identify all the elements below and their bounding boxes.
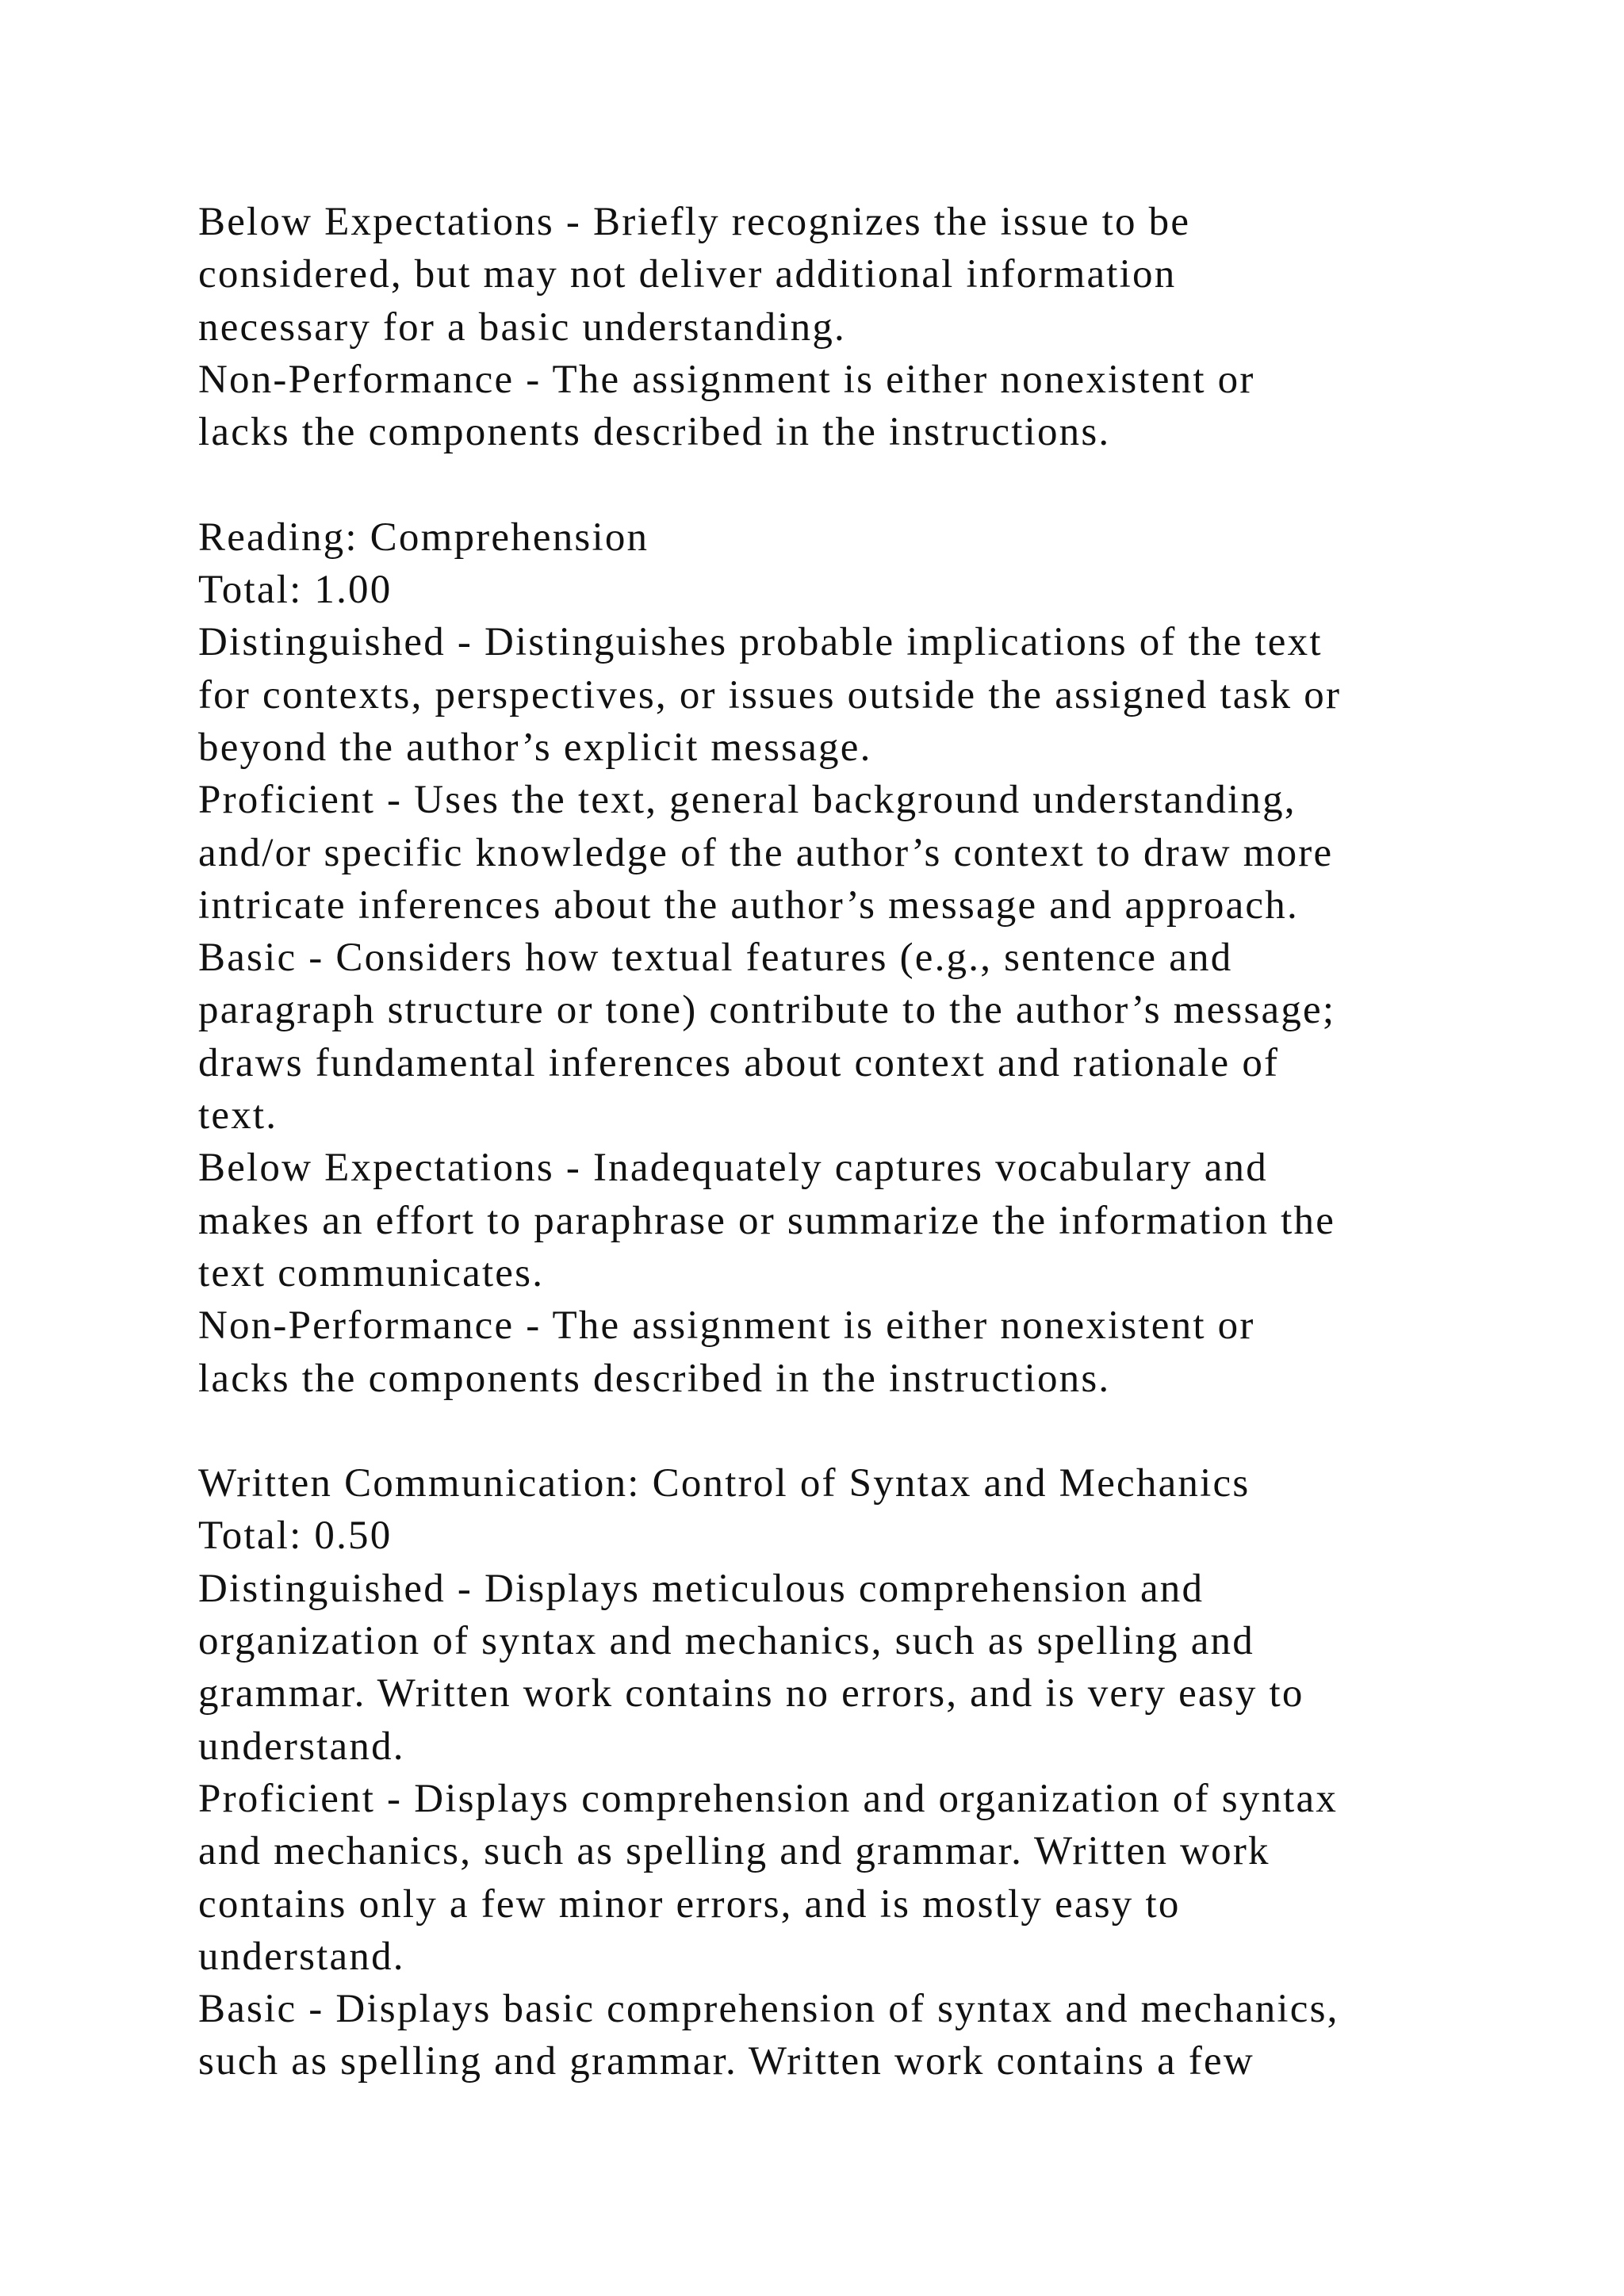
body-line: Below Expectations - Briefly recognizes the issue to be bbox=[198, 200, 1191, 244]
body-line: draws fundamental inferences about context and rationale of bbox=[198, 1040, 1280, 1085]
body-line: and mechanics, such as spelling and grammar. Written work bbox=[198, 1829, 1270, 1874]
body-line: Distinguished - Displays meticulous comprehension and bbox=[198, 1566, 1205, 1611]
body-line: organization of syntax and mechanics, such as spelling and bbox=[198, 1619, 1254, 1664]
body-line: lacks the components described in the instructions. bbox=[198, 1356, 1111, 1401]
body-line: intricate inferences about the author’s message and approach. bbox=[198, 882, 1299, 928]
body-line: for contexts, perspectives, or issues outside the assigned task or bbox=[198, 672, 1342, 718]
body-line: understand. bbox=[198, 1724, 405, 1769]
paragraph-spacer bbox=[198, 1405, 1546, 1457]
document-body bbox=[198, 196, 1546, 2088]
paragraph-spacer bbox=[198, 458, 1546, 511]
body-line: Non-Performance - The assignment is either nonexistent or bbox=[198, 357, 1255, 402]
body-line: paragraph structure or tone) contribute to the author’s message; bbox=[198, 988, 1336, 1033]
body-line: such as spelling and grammar. Written work contains a few bbox=[198, 2039, 1254, 2084]
body-line: Non-Performance - The assignment is either nonexistent or bbox=[198, 1303, 1255, 1349]
section-title-writing: Written Communication: Control of Syntax and Mechanics bbox=[198, 1461, 1251, 1506]
body-line: lacks the components described in the instructions. bbox=[198, 410, 1111, 455]
body-line: necessary for a basic understanding. bbox=[198, 304, 847, 350]
body-line: understand. bbox=[198, 1934, 405, 1979]
body-line: and/or specific knowledge of the author’s context to draw more bbox=[198, 830, 1334, 875]
body-line: text. bbox=[198, 1093, 278, 1138]
body-line: contains only a few minor errors, and is mostly easy to bbox=[198, 1881, 1181, 1927]
body-line: grammar. Written work contains no errors, and is very easy to bbox=[198, 1671, 1304, 1716]
body-line: Basic - Considers how textual features (e.g., sentence and bbox=[198, 936, 1233, 981]
section-title-reading: Reading: Comprehension bbox=[198, 515, 649, 560]
body-line: beyond the author’s explicit message. bbox=[198, 725, 872, 770]
body-line: Proficient - Displays comprehension and organization of syntax bbox=[198, 1776, 1339, 1821]
section-total-reading: Total: 1.00 bbox=[198, 568, 393, 613]
body-line: Below Expectations - Inadequately captures vocabulary and bbox=[198, 1146, 1268, 1191]
body-line: Distinguished - Distinguishes probable implications of the text bbox=[198, 620, 1323, 665]
body-line: text communicates. bbox=[198, 1250, 545, 1295]
body-line: Proficient - Uses the text, general background understanding, bbox=[198, 778, 1297, 823]
section-total-writing: Total: 0.50 bbox=[198, 1513, 393, 1559]
body-line: makes an effort to paraphrase or summarize the information the bbox=[198, 1198, 1336, 1243]
body-line: considered, but may not deliver additional information bbox=[198, 252, 1177, 297]
body-line: Basic - Displays basic comprehension of syntax and mechanics, bbox=[198, 1987, 1339, 2032]
